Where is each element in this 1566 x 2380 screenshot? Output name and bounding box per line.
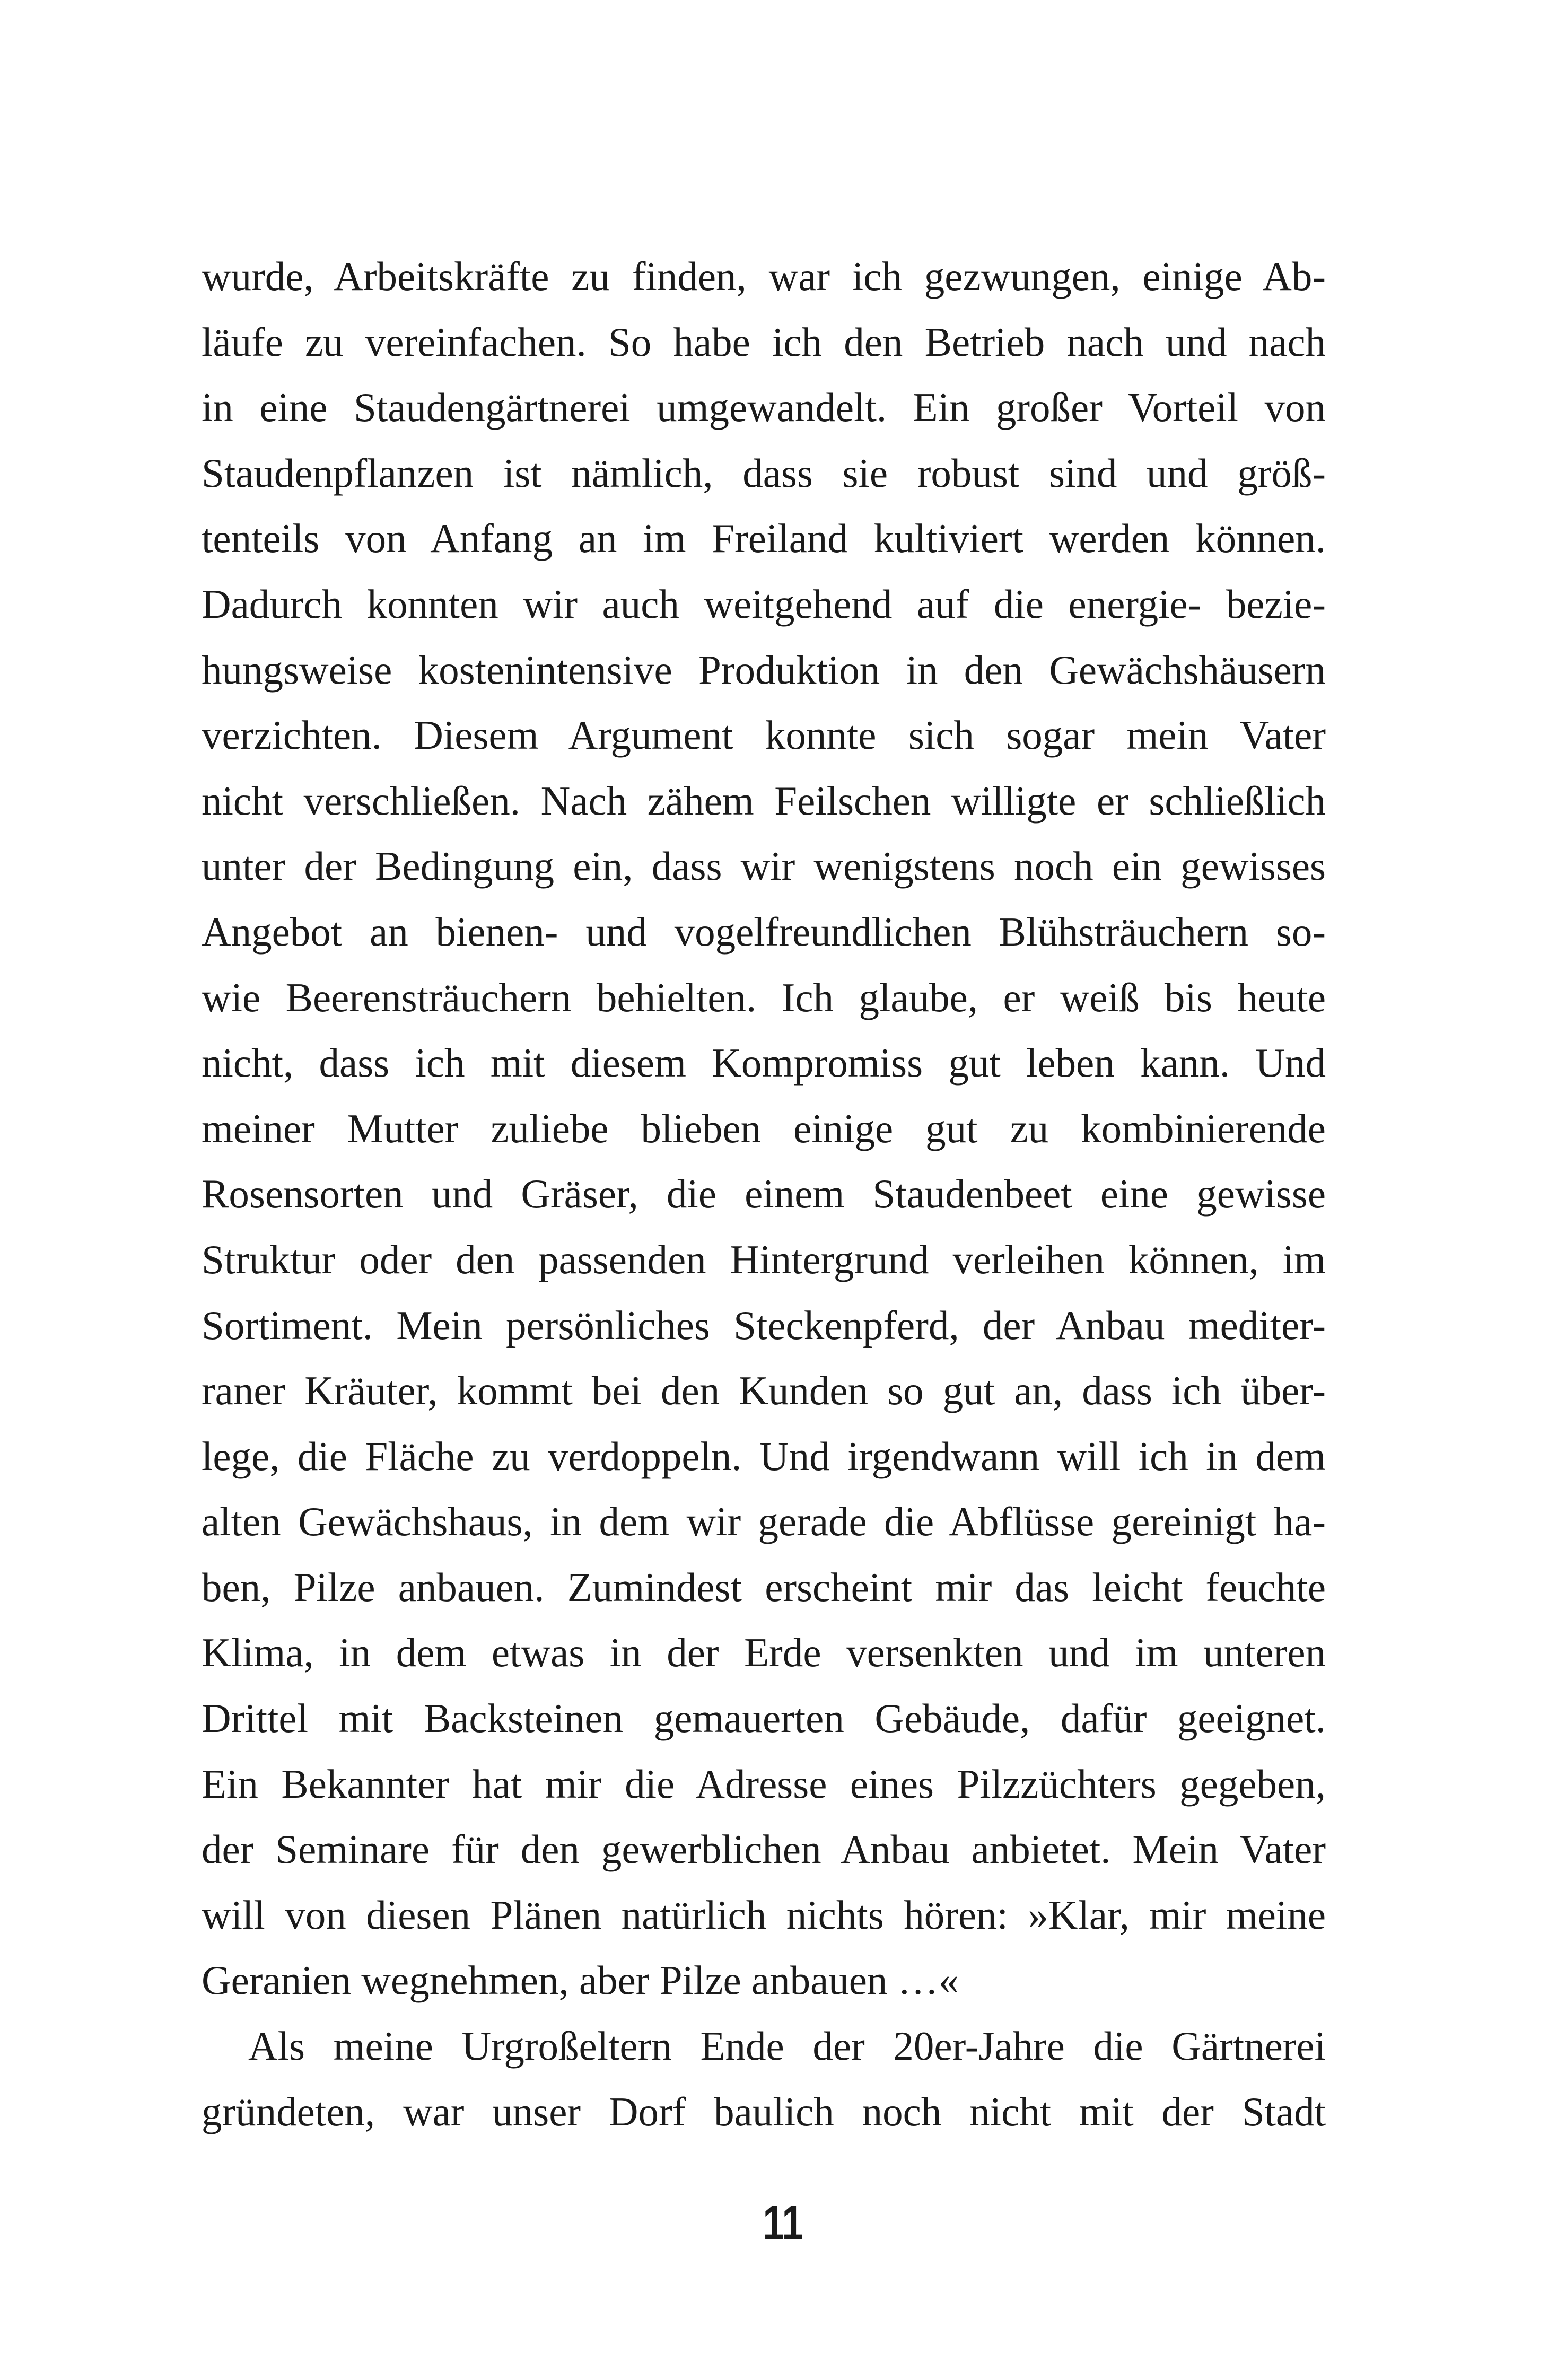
text-line: tenteils von Anfang an im Freiland kultiviert werden können. (202, 515, 1326, 562)
text-line: verzichten. Diesem Argument konnte sich sogar mein Vater (202, 712, 1326, 758)
page-number: 11 (763, 2196, 803, 2250)
text-line: Struktur oder den passenden Hintergrund verleihen können, im (202, 1236, 1326, 1282)
text-line: ben, Pilze anbauen. Zumindest erscheint mir das leicht feuchte (202, 1564, 1326, 1610)
text-line: Sortiment. Mein persönliches Steckenpferd, der Anbau mediter- (202, 1302, 1326, 1348)
text-line: Staudenpflanzen ist nämlich, dass sie robust sind und größ- (202, 450, 1326, 496)
text-line: raner Kräuter, kommt bei den Kunden so gut an, dass ich über- (202, 1368, 1326, 1414)
text-line: wie Beerensträuchern behielten. Ich glaube, er weiß bis heute (202, 974, 1326, 1020)
text-line: Geranien wegnehmen, aber Pilze anbauen …« (202, 1957, 959, 2003)
text-line: der Seminare für den gewerblichen Anbau anbietet. Mein Vater (202, 1826, 1326, 1872)
text-line: will von diesen Plänen natürlich nichts hören: »Klar, mir meine (202, 1892, 1326, 1938)
text-line: in eine Staudengärtnerei umgewandelt. Ein großer Vorteil von (202, 384, 1326, 431)
text-line: alten Gewächshaus, in dem wir gerade die Abflüsse gereinigt ha- (202, 1499, 1326, 1545)
text-line: gründeten, war unser Dorf baulich noch nicht mit der Stadt (202, 2088, 1326, 2134)
text-line: Dadurch konnten wir auch weitgehend auf die energie- bezie- (202, 581, 1326, 627)
text-line: unter der Bedingung ein, dass wir wenigstens noch ein gewisses (202, 843, 1326, 889)
text-line: Rosensorten und Gräser, die einem Staudenbeet eine gewisse (202, 1171, 1326, 1217)
text-line: Klima, in dem etwas in der Erde versenkten und im unteren (202, 1630, 1326, 1676)
text-line: Ein Bekannter hat mir die Adresse eines Pilzzüchters gegeben, (202, 1761, 1326, 1807)
text-line: lege, die Fläche zu verdoppeln. Und irgendwann will ich in dem (202, 1433, 1326, 1479)
text-line: nicht, dass ich mit diesem Kompromiss gut leben kann. Und (202, 1040, 1326, 1086)
text-line: läufe zu vereinfachen. So habe ich den Betrieb nach und nach (202, 319, 1326, 365)
text-line: Angebot an bienen- und vogelfreundlichen Blühsträuchern so- (202, 908, 1326, 955)
text-line: nicht verschließen. Nach zähem Feilschen willigte er schließlich (202, 777, 1326, 824)
text-line: wurde, Arbeitskräfte zu finden, war ich gezwungen, einige Ab- (202, 253, 1326, 299)
body-text (202, 244, 1326, 2145)
text-line: meiner Mutter zuliebe blieben einige gut zu kombinierende (202, 1105, 1326, 1151)
paragraph-start-line: Als meine Urgroßeltern Ende der 20er-Jahre die Gärtnerei (248, 2023, 1326, 2069)
text-line: Drittel mit Backsteinen gemauerten Gebäude, dafür geeignet. (202, 1695, 1326, 1742)
text-line: hungsweise kostenintensive Produktion in den Gewächshäusern (202, 646, 1326, 693)
